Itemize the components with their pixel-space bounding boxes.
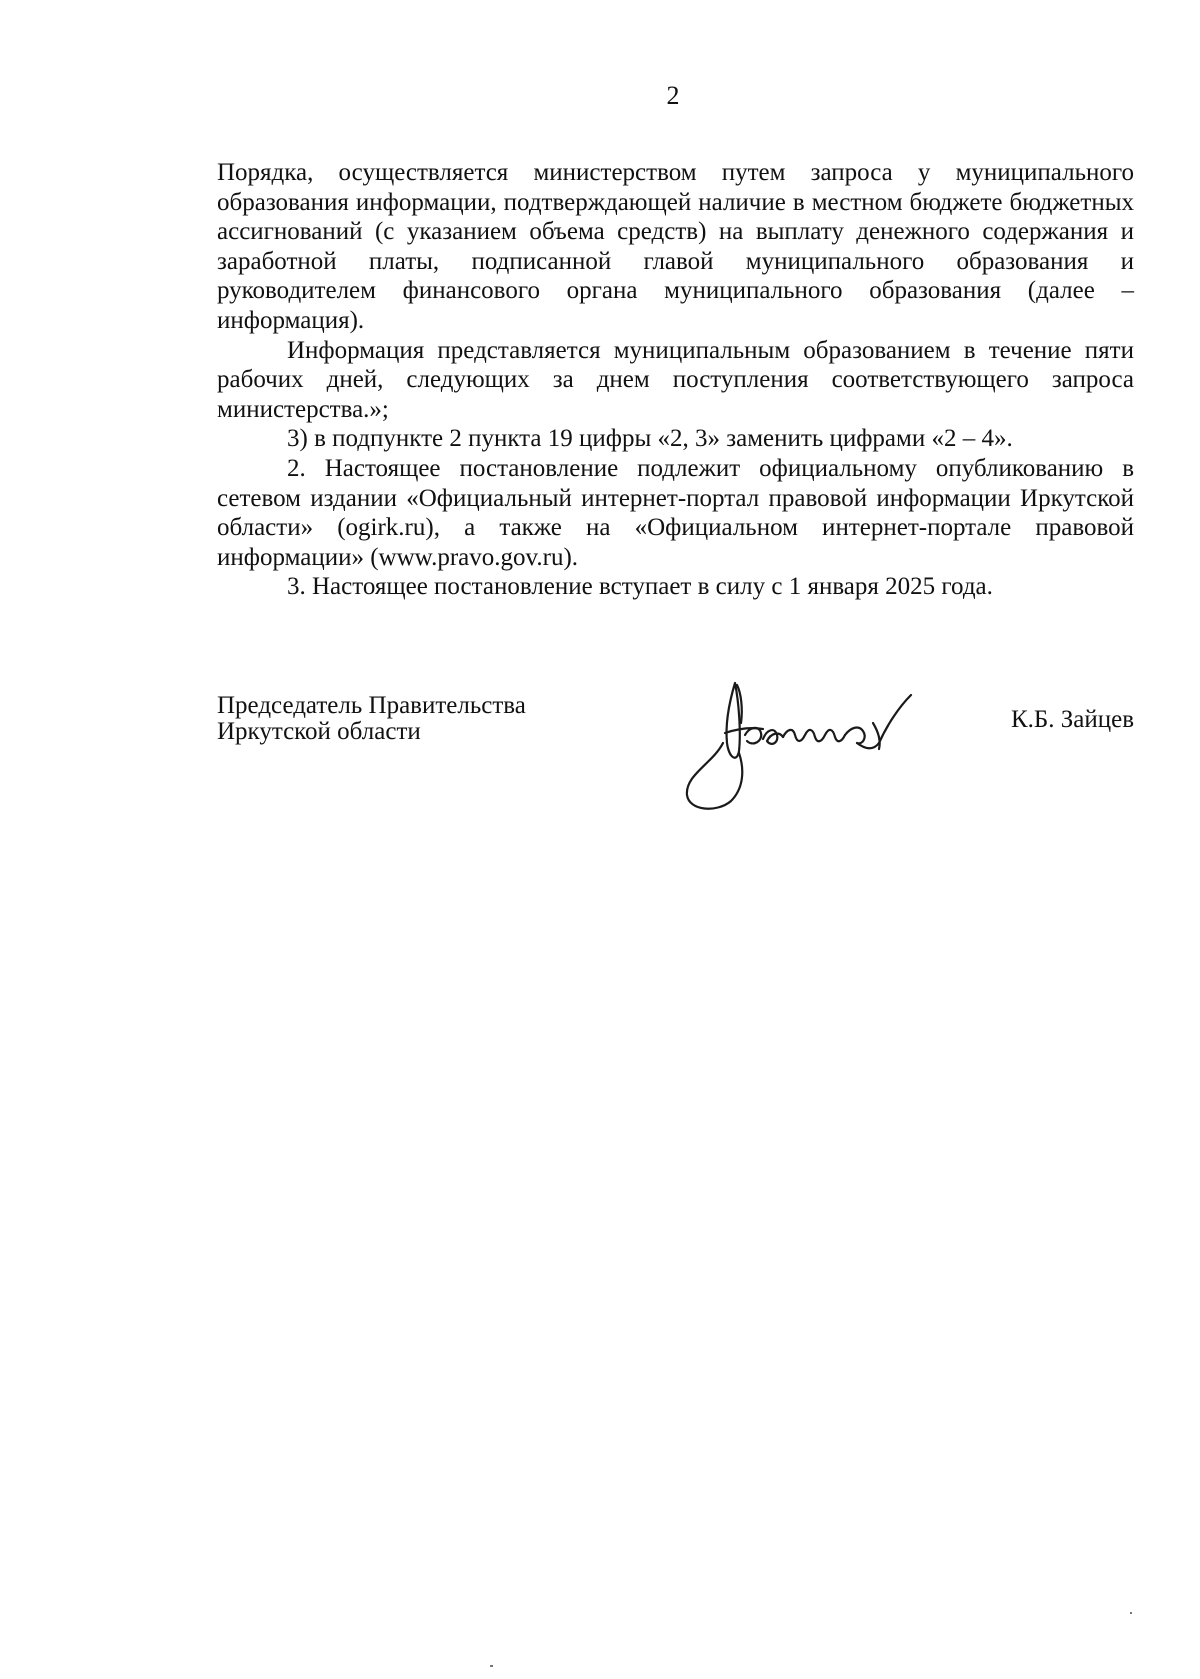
signer-position-line-1: Председатель Правительства: [217, 692, 526, 719]
scan-speck: [1130, 1612, 1132, 1614]
page-number: 2: [666, 81, 680, 110]
signer-position-line-2: Иркутской области: [217, 718, 421, 745]
handwritten-signature: [667, 663, 927, 813]
paragraph-publication: 2. Настоящее постановление подлежит официальному опубликованию в сетевом издании «Официальный интернет-портал правовой информации Иркутской области» (ogirk.ru), а также на «Официальном интернет-портале правовой информации» (www.pravo.gov.ru).: [217, 454, 1134, 571]
signer-position: [217, 693, 526, 745]
paragraph-procedure: Порядка, осуществляется министерством путем запроса у муниципального образования информации, подтверждающей наличие в местном бюджете бюджетных ассигнований (с указанием объема средств) на выплату денежного содержания и заработной платы, подписанной главой муниципального образования и руководителем финансового органа муниципального образования (далее – информация).: [217, 159, 1134, 334]
scan-speck: [490, 1665, 493, 1667]
signature-block: [217, 693, 1134, 813]
paragraph-amendment-3: 3) в подпункте 2 пункта 19 цифры «2, 3» заменить цифрами «2 – 4».: [287, 425, 1013, 453]
signer-name: К.Б. Зайцев: [1010, 706, 1134, 733]
paragraph-effective-date: 3. Настоящее постановление вступает в силу с 1 января 2025 года.: [287, 573, 993, 601]
paragraph-information: Информация представляется муниципальным образованием в течение пяти рабочих дней, следующих за днем поступления соответствующего запроса министерства.»;: [217, 336, 1134, 423]
document-body: [217, 158, 1134, 602]
